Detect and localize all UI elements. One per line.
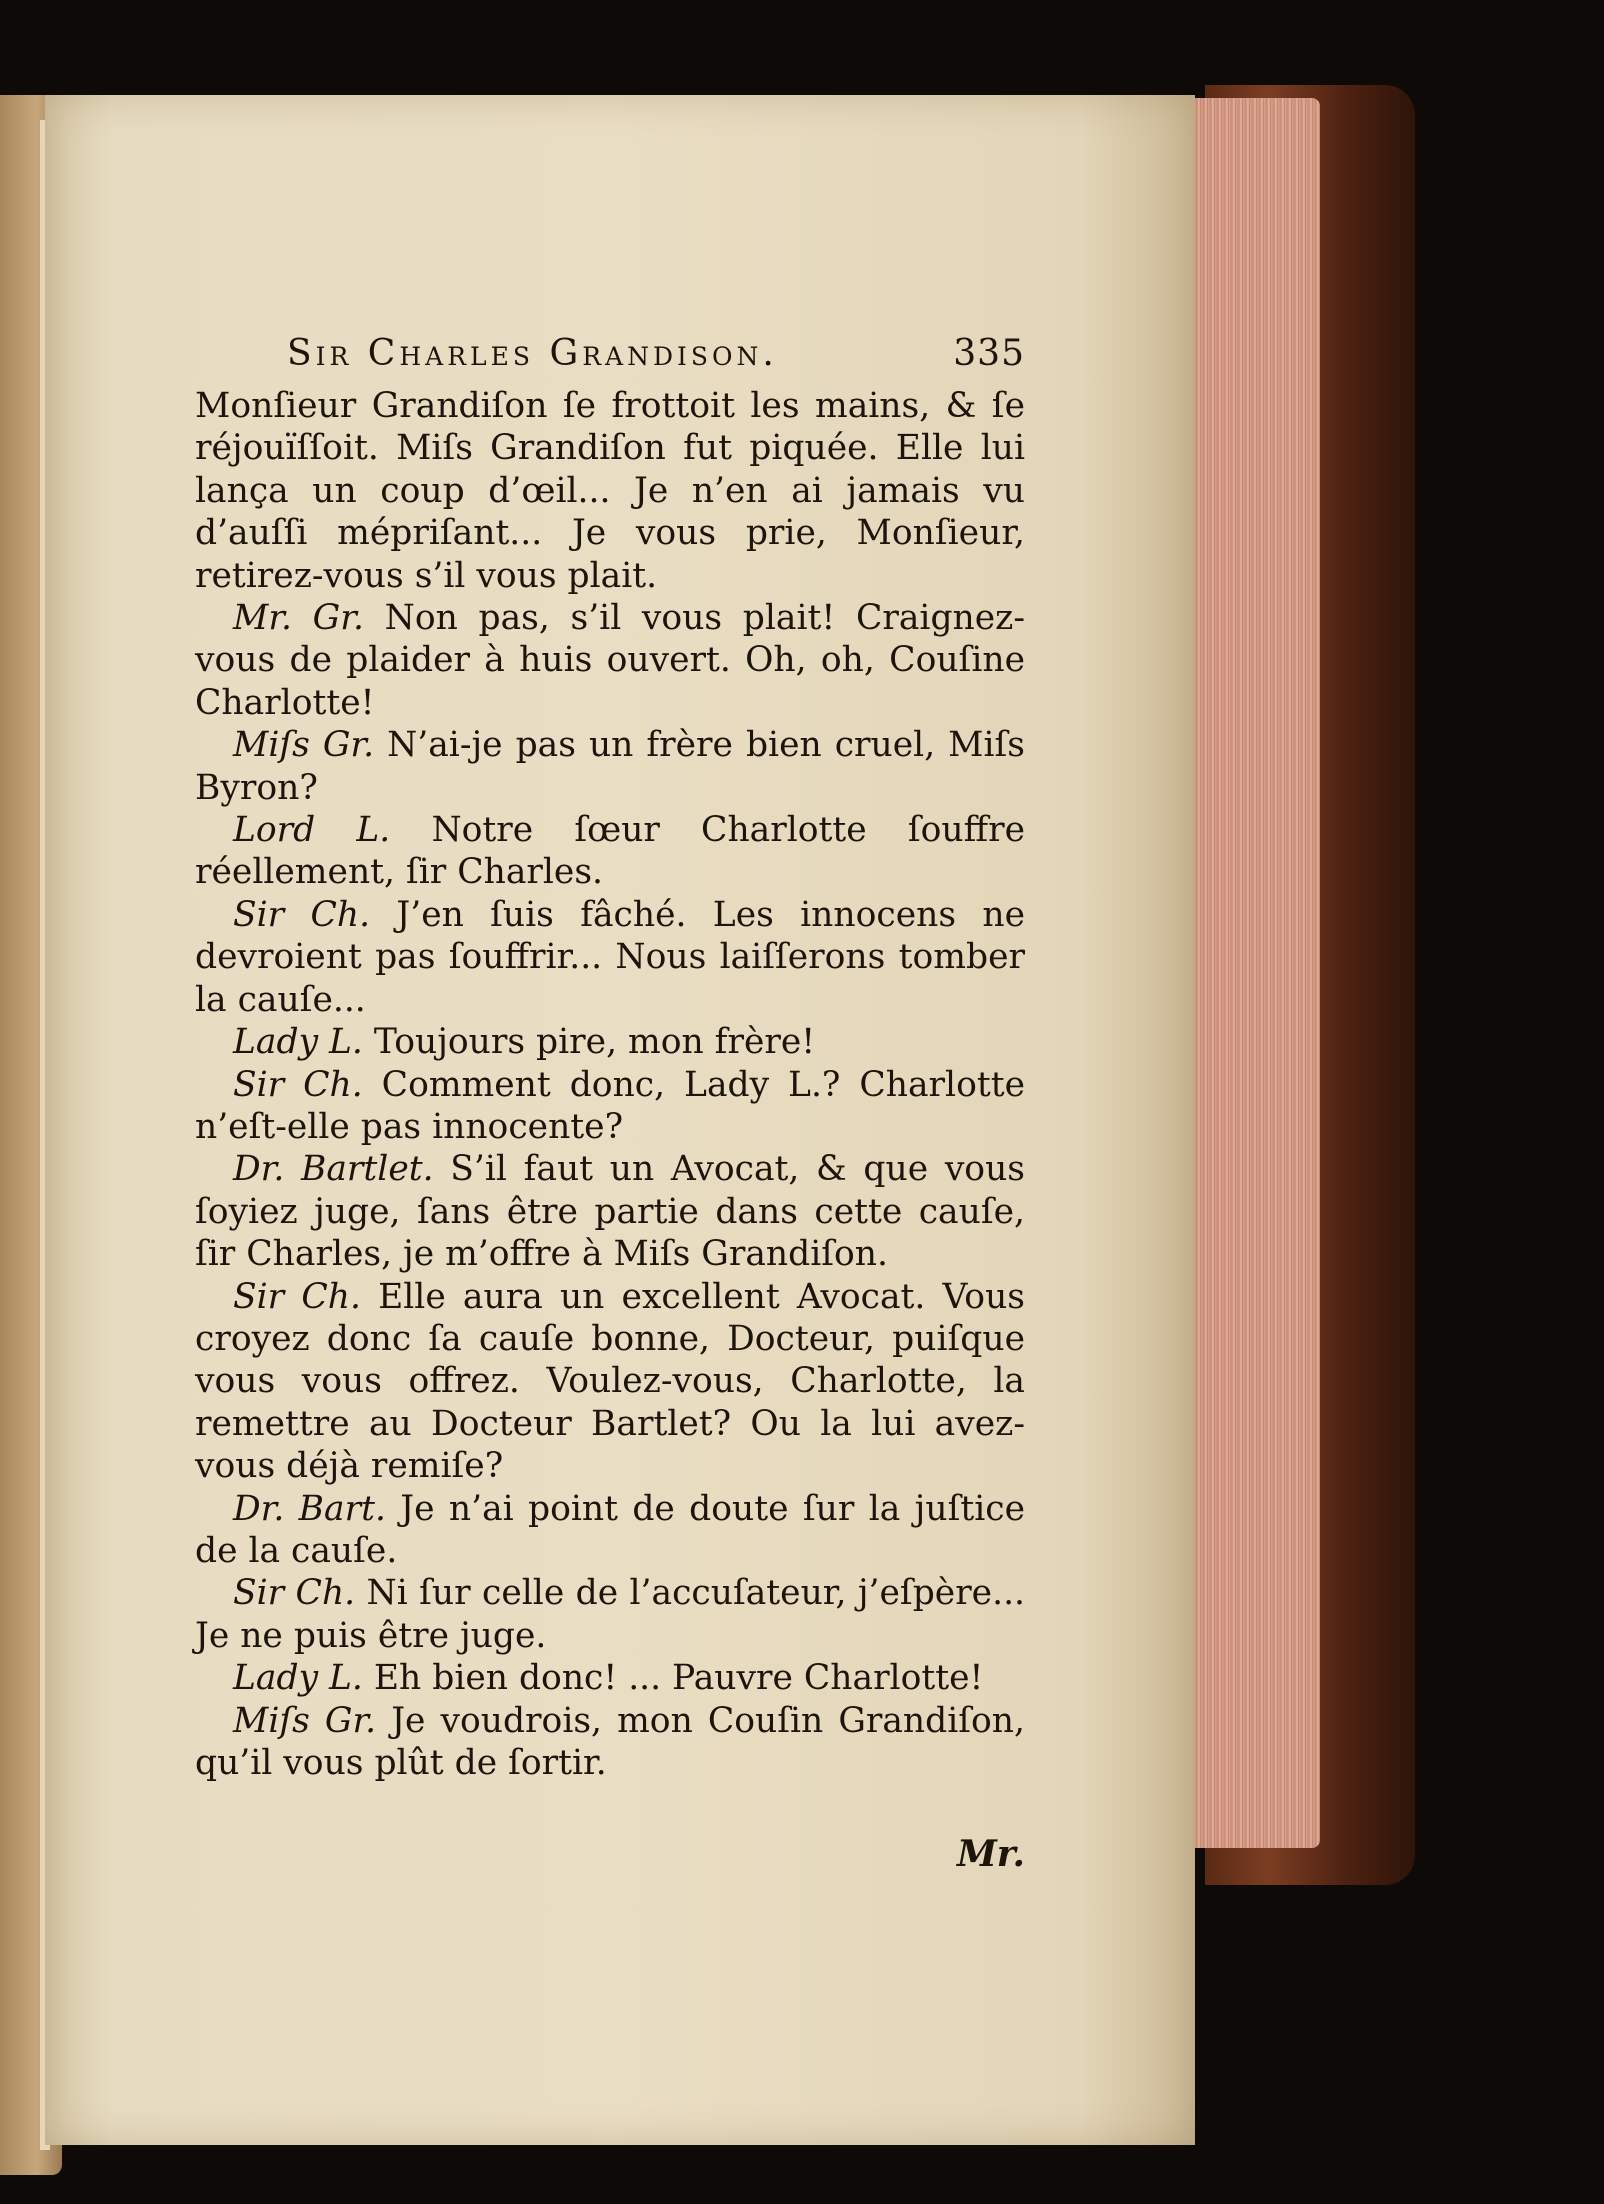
paragraph-text: Elle aura un excellent Avocat. Vous croyez donc ſa cauſe bonne, Docteur, puiſque vous vous offrez. Voulez-vous, Charlotte, la remettre au Docteur Bartlet? Ou la lui avez-vous déjà remiſe? xyxy=(195,1276,1025,1487)
speaker: Dr. Bartlet. xyxy=(233,1149,434,1190)
paragraph xyxy=(195,385,1025,597)
paragraph xyxy=(195,1021,1025,1063)
speaker: Dr. Bart. xyxy=(233,1488,386,1529)
text-block xyxy=(195,333,1026,1875)
page-number: 335 xyxy=(953,333,1025,374)
running-title: Sir Charles Grandison. xyxy=(287,333,778,374)
speaker: Lord L. xyxy=(233,810,391,851)
paragraph xyxy=(195,809,1025,894)
paragraph-text: Je n’ai point de doute ſur la juſtice de la cauſe. xyxy=(195,1488,1025,1571)
paragraph-text: Toujours pire, mon frère! xyxy=(373,1022,816,1063)
running-header xyxy=(195,333,1025,381)
paragraph-text: J’en ſuis fâché. Les innocens ne devroient pas ſouffrir... Nous laiſſerons tomber la cauſe... xyxy=(195,894,1026,1020)
catchword: Mr. xyxy=(956,1833,1025,1875)
speaker: Sir Ch. xyxy=(233,1064,363,1105)
paragraph-text: Notre ſœur Charlotte ſouffre réellement, ſir Charles. xyxy=(195,810,1026,893)
speaker: Lady L. xyxy=(233,1658,363,1699)
paragraph xyxy=(195,1488,1025,1573)
paragraph-text: Non pas, s’il vous plait! Craignez-vous de plaider à huis ouvert. Oh, oh, Couſine Charlotte! xyxy=(195,598,1025,723)
paragraph-text: Je voudrois, mon Couſin Grandiſon, qu’il vous plût de ſortir. xyxy=(195,1700,1025,1783)
paragraph-text: Eh bien donc! ... Pauvre Charlotte! xyxy=(373,1658,984,1699)
paragraph xyxy=(195,1572,1025,1657)
speaker: Miſs Gr. xyxy=(233,725,375,766)
paragraph xyxy=(195,1148,1025,1275)
paragraph xyxy=(195,1276,1025,1488)
speaker: Sir Ch. xyxy=(233,894,371,935)
paragraph-text: Comment donc, Lady L.? Charlotte n’eſt-elle pas innocente? xyxy=(195,1064,1026,1147)
page-stack-edge xyxy=(1180,98,1320,1848)
speaker: Sir Ch. xyxy=(233,1573,356,1614)
paragraph xyxy=(195,597,1025,724)
paragraph-text: N’ai-je pas un frère bien cruel, Miſs Byron? xyxy=(195,725,1025,808)
paragraph xyxy=(195,1064,1025,1149)
paragraph-text: Ni ſur celle de l’accuſateur, j’eſpère... Je ne puis être juge. xyxy=(195,1573,1025,1656)
paragraph-text: S’il faut un Avocat, & que vous ſoyiez juge, ſans être partie dans cette cauſe, ſir Charles, je m’offre à Miſs Grandiſon. xyxy=(195,1149,1025,1275)
paragraph xyxy=(195,1657,1025,1699)
speaker: Sir Ch. xyxy=(233,1276,361,1317)
body-text xyxy=(195,385,1025,1784)
book-page xyxy=(45,95,1195,2145)
speaker: Miſs Gr. xyxy=(233,1700,377,1741)
paragraph xyxy=(195,1700,1025,1785)
paragraph xyxy=(195,894,1025,1021)
speaker: Mr. Gr. xyxy=(233,598,364,639)
speaker: Lady L. xyxy=(233,1022,363,1063)
paragraph-text: Monſieur Grandiſon ſe frottoit les mains, & ſe réjouïſſoit. Miſs Grandiſon fut piquée. Elle lui lança un coup d’œil... Je n’en ai jamais vu d’auſſi mépriſant... Je vous prie, Monſieur, retirez-vous s’il vous plait. xyxy=(195,386,1025,596)
paragraph xyxy=(195,724,1025,809)
